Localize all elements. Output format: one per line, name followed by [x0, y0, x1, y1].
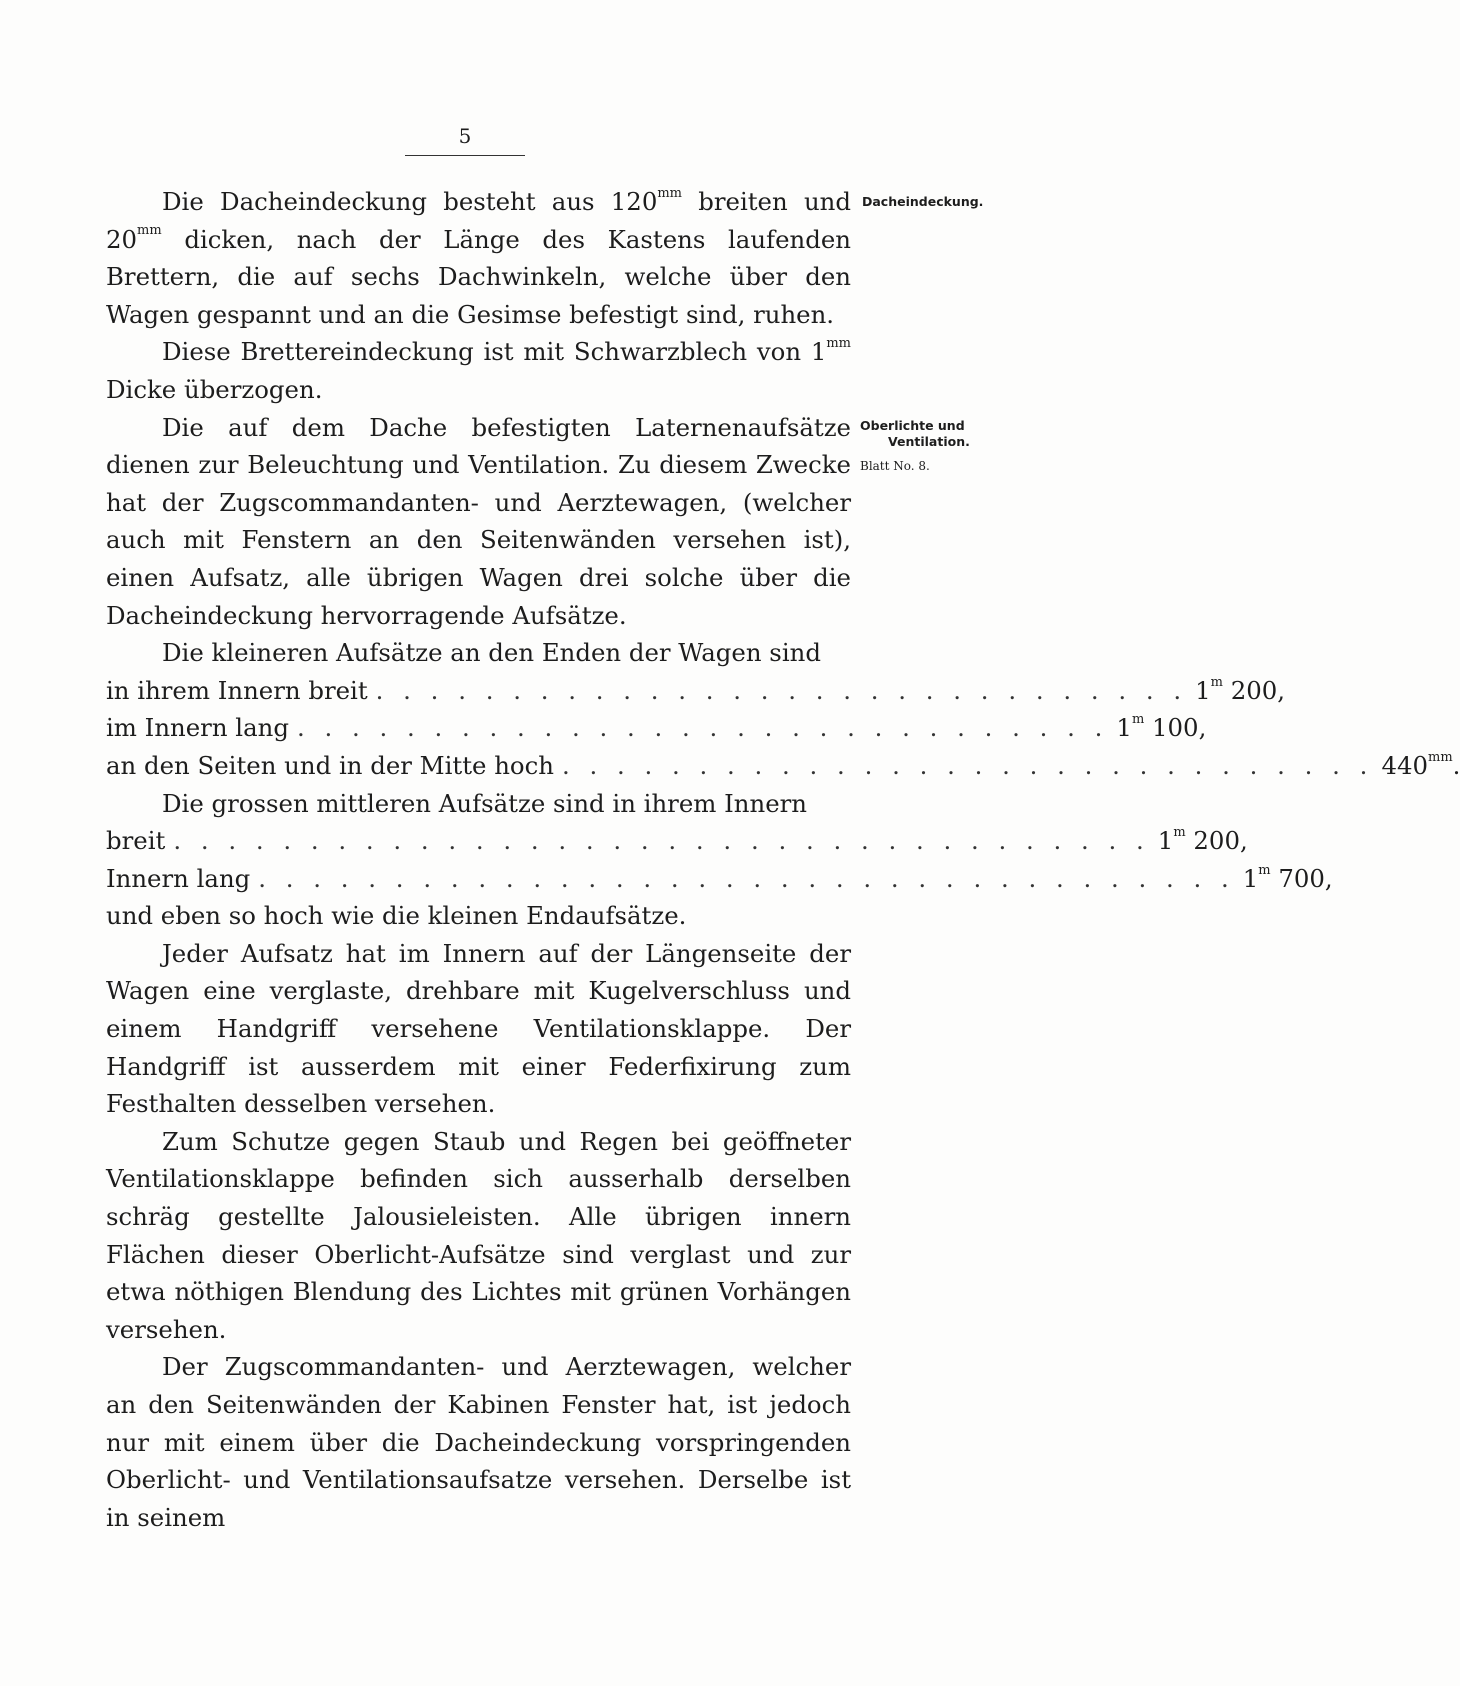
dimension-row-breit: in ihrem Innern breit . . . . . . . . . . . . . . . . . . . . . . . . . . . . . . 1$^m$ 200,	[106, 672, 851, 710]
dot-leader: . . . . . . . . . . . . . . . . . . . . . . . . . . . . . .	[562, 750, 1374, 780]
dot-leader: . . . . . . . . . . . . . . . . . . . . . . . . . . . . . . . . . . . .	[173, 826, 1150, 856]
dimension-row-gross-breit: breit . . . . . . . . . . . . . . . . . . . . . . . . . . . . . . . . . . . . 1$^m$ 200,	[106, 822, 851, 860]
paragraph-kleinere-aufsaetze: Die kleineren Aufsätze an den Enden der Wagen sind	[162, 638, 821, 668]
dimension-row-lang: im Innern lang . . . . . . . . . . . . . . . . . . . . . . . . . . . . . . 1$^m$ 100,	[106, 709, 851, 747]
dot-leader: . . . . . . . . . . . . . . . . . . . . . . . . . . . . . . . . . . . .	[258, 863, 1235, 893]
dot-leader: . . . . . . . . . . . . . . . . . . . . . . . . . . . . . .	[296, 713, 1109, 743]
paragraph-jalousieleisten: Zum Schutze gegen Staub und Regen bei geöffneter Ventilationsklappe befinden sich ausserhalb derselben schräg gestellte Jalousieleisten. Alle übrigen innern Flächen dieser Oberlicht-Aufsätze sind verglast und zur etwa nöthigen Blendung des Lichtes mit grünen Vorhängen versehen.	[106, 1126, 851, 1344]
page-number: 5	[458, 124, 472, 148]
margin-note-blatt: Blatt No. 8.	[860, 459, 930, 473]
paragraph-dacheindeckung: Die Dacheindeckung besteht aus $120^{mm}$ breiten und $20^{mm}$ dicken, nach der Länge des Kastens laufenden Brettern, die auf sechs Dachwinkeln, welche über den Wagen gespannt und an die Gesimse befestigt sind, ruhen.	[106, 185, 851, 329]
dot-leader: . . . . . . . . . . . . . . . . . . . . . . . . . . . . . .	[375, 675, 1188, 705]
margin-note-oberlichte: Oberlichte und	[860, 418, 965, 433]
margin-note-ventilation: Ventilation.	[888, 434, 970, 449]
paragraph-brettereindeckung: Diese Brettereindeckung ist mit Schwarzblech von $1^{mm}$ Dicke überzogen.	[106, 336, 851, 404]
margin-note-dacheindeckung: Dacheindeckung.	[862, 194, 984, 209]
dimension-row-hoch: an den Seiten und in der Mitte hoch . . . . . . . . . . . . . . . . . . . . . . . . . . . . . . $440^{mm}$.	[106, 747, 851, 785]
paragraph-eben-so-hoch: und eben so hoch wie die kleinen Endaufsätze.	[106, 901, 687, 931]
paragraph-ventilationsklappe: Jeder Aufsatz hat im Innern auf der Längenseite der Wagen eine verglaste, drehbare mit Kugelverschluss und einem Handgriff versehene Ventilationsklappe. Der Handgriff ist ausserdem mit einer Federfixirung zum Festhalten desselben versehen.	[106, 938, 851, 1119]
page-number-rule	[405, 155, 525, 156]
paragraph-laternenaufsaetze: Die auf dem Dache befestigten Laternenaufsätze dienen zur Beleuchtung und Ventilation. Zu diesem Zwecke hat der Zugscommandanten- und Aerztewagen, (welcher auch mit Fenstern an den Seitenwänden versehen ist), einen Aufsatz, alle übrigen Wagen drei solche über die Dacheindeckung hervorragende Aufsätze.	[106, 412, 851, 630]
dimension-row-gross-lang: Innern lang . . . . . . . . . . . . . . . . . . . . . . . . . . . . . . . . . . . . 1$^m$ 700,	[106, 860, 851, 898]
paragraph-aerztewagen: Der Zugscommandanten- und Aerztewagen, welcher an den Seitenwänden der Kabinen Fenster hat, ist jedoch nur mit einem über die Dacheindeckung vorspringenden Oberlicht- und Ventilationsaufsatze versehen. Derselbe ist in seinem	[106, 1352, 851, 1532]
paragraph-grosse-aufsaetze: Die grossen mittleren Aufsätze sind in ihrem Innern	[162, 788, 807, 818]
